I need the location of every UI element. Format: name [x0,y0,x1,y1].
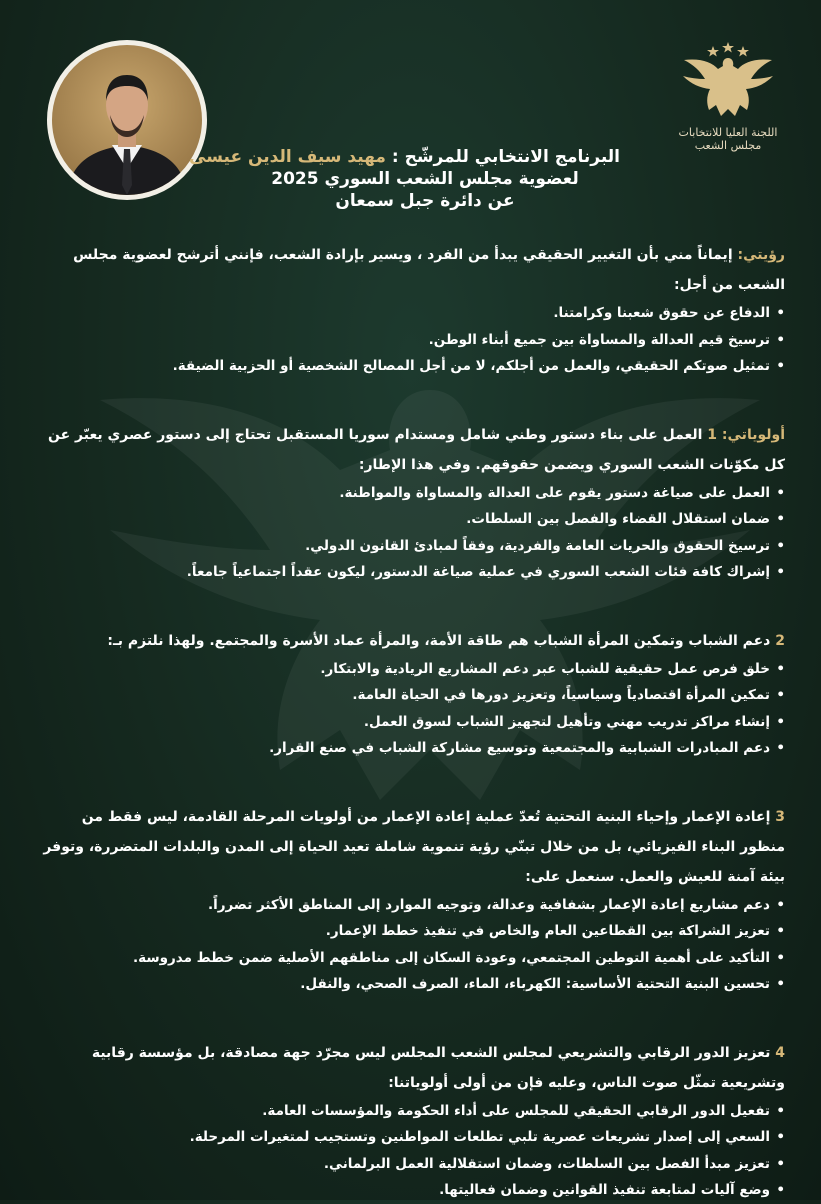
priority-4-number: 4 [775,1044,785,1061]
list-item: • تحسين البنية التحتية الأساسية: الكهرباء، الماء، الصرف الصحي، والنقل. [33,971,785,998]
list-item: • ترسيخ قيم العدالة والمساواة بين جميع أبناء الوطن. [33,327,785,354]
priority-4-list [33,1098,785,1204]
list-item: • تفعيل الدور الرقابي الحقيقي للمجلس على أداء الحكومة والمؤسسات العامة. [33,1098,785,1125]
list-item: • السعي إلى إصدار تشريعات عصرية تلبي تطلعات المواطنين وتستجيب لمتغيرات المرحلة. [33,1124,785,1151]
logo-text-line2: مجلس الشعب [694,139,762,152]
vision-text: إيماناً مني بأن التغيير الحقيقي يبدأ من الفرد ، ويسير بإرادة الشعب، فإنني أترشح لعضوية مجلس الشعب من أجل: [73,247,785,293]
list-item: • إنشاء مراكز تدريب مهني وتأهيل لتجهيز الشباب لسوق العمل. [33,709,785,736]
list-item: • تمثيل صوتكم الحقيقي، والعمل من أجلكم، لا من أجل المصالح الشخصية أو الحزبية الضيقة. [33,353,785,380]
header-line3: عن دائرة جبل سمعان [335,191,515,211]
list-item: • ترسيخ الحقوق والحريات العامة والفردية، وفقاً لمبادئ القانون الدولي. [33,533,785,560]
list-item: • إشراك كافة فئات الشعب السوري في عملية صياغة الدستور، ليكون عقداً اجتماعياً جامعاً. [33,559,785,586]
priority-1-text: العمل على بناء دستور وطني شامل ومستدام سوريا المستقبل تحتاج إلى دستور عصري يعبّر عن كل مكوّنات الشعب السوري ويضمن حقوقهم. وفي هذا الإطار: [47,426,785,473]
program-header [189,146,620,212]
vision-paragraph [33,240,785,300]
list-item: • دعم مشاريع إعادة الإعمار بشفافية وعدالة، وتوجيه الموارد إلى المناطق الأكثر تضرراً. [33,892,785,919]
header-line1 [189,146,620,168]
priority-2-paragraph [33,626,785,656]
program-content [33,240,785,1204]
list-item: • دعم المبادرات الشبابية والمجتمعية وتوسيع مشاركة الشباب في صنع القرار. [33,735,785,762]
vision-list [33,300,785,380]
vision-label: رؤيتي: [737,247,785,263]
list-item: • خلق فرص عمل حقيقية للشباب عبر دعم المشاريع الريادية والابتكار. [33,656,785,683]
list-item: • التأكيد على أهمية التوطين المجتمعي، وعودة السكان إلى مناطقهم الأصلية ضمن خطط مدروسة. [33,945,785,972]
priority-3-list [33,892,785,998]
header-prefix: البرنامج الانتخابي للمرشّح : [385,147,620,167]
list-item: • العمل على صياغة دستور يقوم على العدالة والمساواة والمواطنة. [33,480,785,507]
person-silhouette-icon [52,45,202,195]
candidate-portrait [47,40,207,200]
priority-4-text: تعزيز الدور الرقابي والتشريعي لمجلس الشعب المجلس ليس مجرّد جهة مصادقة، بل مؤسسة رقابية وتشريعية تمثّل صوت الناس، وعليه فإن من أولى أولوياتنا: [91,1044,785,1091]
list-item: • ضمان استقلال القضاء والفصل بين السلطات. [33,506,785,533]
list-item: • تمكين المرأة اقتصادياً وسياسياً، وتعزيز دورها في الحياة العامة. [33,682,785,709]
priority-1-paragraph [33,420,785,480]
priority-3-number: 3 [775,808,785,825]
priority-4-paragraph [33,1038,785,1098]
priority-3-text: إعادة الإعمار وإحياء البنية التحتية تُعدّ عملية إعادة الإعمار من أولويات المرحلة القادمة، ليس فقط من منظور البناء الفيزيائي، بل من خلال تبنّي رؤية تنموية شاملة تعيد الحياة إلى المدن والبلدات المتضررة، وتوفر بيئة آمنة للعيش والعمل. سنعمل على: [43,808,785,885]
list-item: • تعزيز مبدأ الفصل بين السلطات، وضمان استقلالية العمل البرلماني. [33,1151,785,1178]
election-committee-logo [673,40,783,152]
priority-2-number: 2 [775,632,785,649]
priority-2-list [33,656,785,762]
list-item: • وضع آليات لمتابعة تنفيذ القوانين وضمان فعاليتها. [33,1177,785,1204]
priority-2-text: دعم الشباب وتمكين المرأة الشباب هم طاقة الأمة، والمرأة عماد الأسرة والمجتمع. ولهذا نلتزم بـ: [107,632,776,649]
logo-text-line1: اللجنة العليا للانتخابات [678,126,778,139]
eagle-emblem-icon [678,40,778,120]
candidate-name: مهيد سيف الدين عيسى [189,147,386,167]
list-item: • تعزيز الشراكة بين القطاعين العام والخاص في تنفيذ خطط الإعمار. [33,918,785,945]
priorities-label: أولوياتي: 1 [707,426,785,443]
list-item: • الدفاع عن حقوق شعبنا وكرامتنا. [33,300,785,327]
priority-3-paragraph [33,802,785,892]
header-line2: لعضوية مجلس الشعب السوري 2025 [271,169,579,189]
priority-1-list [33,480,785,586]
